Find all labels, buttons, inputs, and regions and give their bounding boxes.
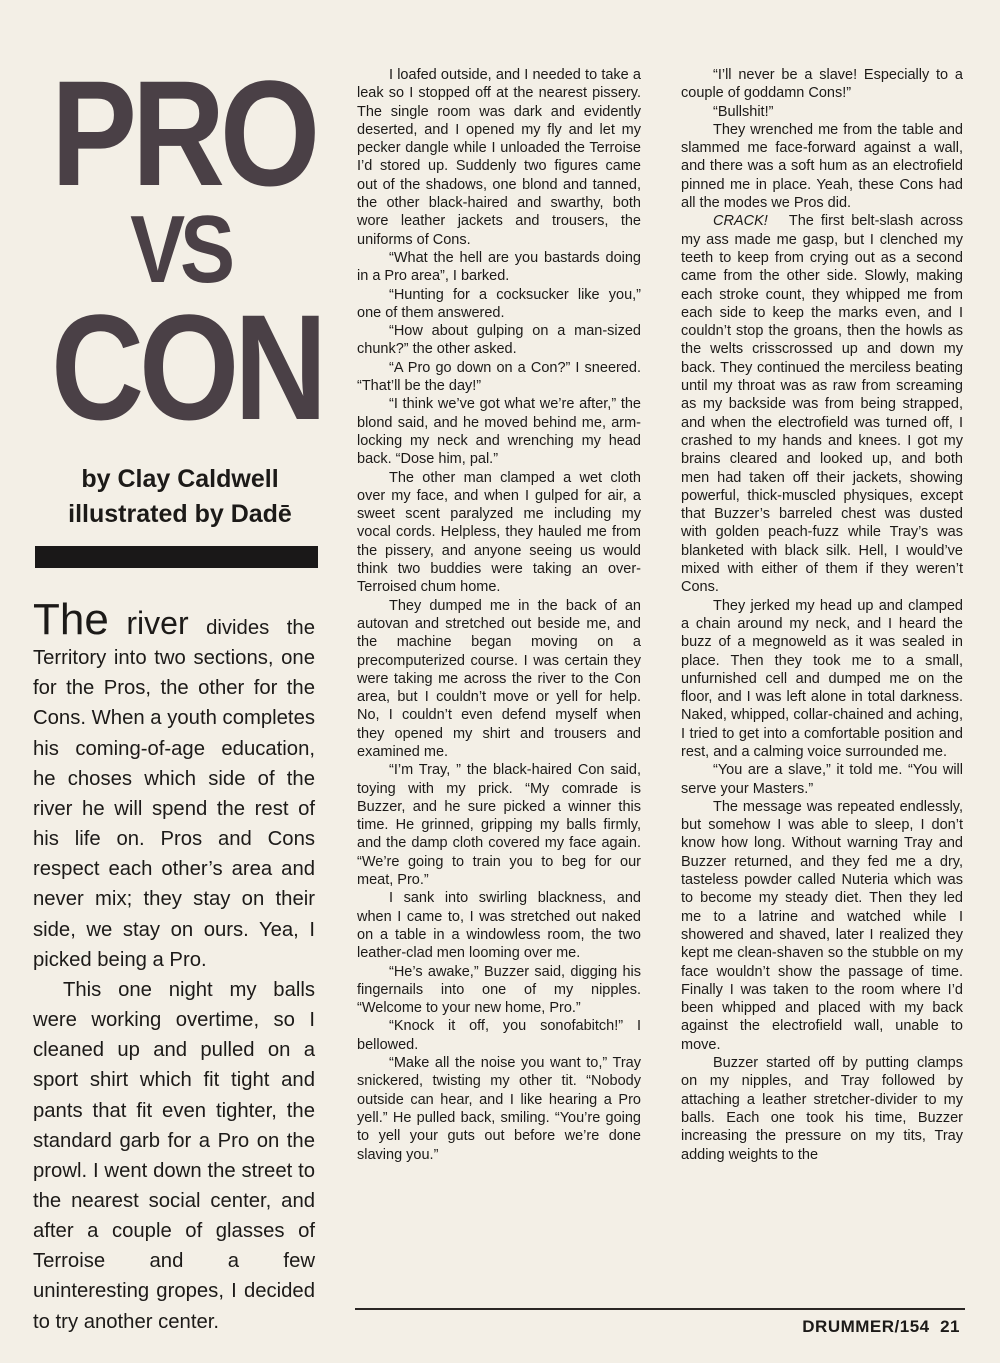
body-paragraph: They dumped me in the back of an autovan and stretched out beside me, and the machine began moving on a precomputerized course. I was certain they were taking me across the river to the Con area, but I couldn’t move or yell for help. No, I couldn’t even defend myself when they opened my shirt and trousers and examined me. xyxy=(357,597,641,760)
page-number: 21 xyxy=(940,1317,960,1336)
body-paragraph: The message was repeated endlessly, but somehow I was able to sleep, I don’t know how long. Without warning Tray and Buzzer returned, and they fed me a dry, tasteless powder called Nuteria which was to become my steady diet. Then they led me to a latrine and watched while I showered and shaved, later I realized they kept me clean-shaven so the stubble on my face wouldn’t show the passage of time. Finally I was taken to the room where I’d been whipped and placed with my back against the electrofield wall, unable to move. xyxy=(681,798,963,1053)
byline xyxy=(30,462,330,532)
lead-paragraph xyxy=(33,595,315,975)
body-paragraph: “Knock it off, you sonofabitch!” I bellowed. xyxy=(357,1018,641,1053)
body-paragraph: “You are a slave,” it told me. “You will serve your Masters.” xyxy=(681,762,963,797)
lead-text: divides the Territory into two sections, one for the Pros, the other for the Cons. When a youth completes his coming-of-age education, he choses which side of the river he will spend the rest of his life on. Pros and Cons respect each other’s area and never mix; they stay on their side, we stay on ours. Yea, I picked being a Pro. xyxy=(33,617,315,971)
column-2 xyxy=(357,66,641,1164)
body-paragraph: Buzzer started off by putting clamps on my nipples, and Tray followed by attaching a leather stretcher-divider to my balls. Each one took his time, Buzzer increasing the pressure on my tits, Tray adding weights to the xyxy=(681,1055,963,1163)
body-paragraph: “I think we’ve got what we’re after,” the blond said, and he moved behind me, arm-locking my neck and wrenching my head back. “Dose him, pal.” xyxy=(357,396,641,468)
body-paragraph: They wrenched me from the table and slammed me face-forward against a wall, and there was a soft hum as an electrofield pinned me in place. Yeah, these Cons had all the modes we Pros did. xyxy=(681,121,963,212)
body-paragraph: “Bullshit!” xyxy=(713,103,774,120)
illustrator-credit: illustrated by Dadē xyxy=(68,500,292,528)
sound-effect-crack: CRACK! xyxy=(713,213,768,230)
page-footer xyxy=(802,1317,960,1337)
body-paragraph: “How about gulping on a man-sized chunk?” the other asked. xyxy=(357,323,641,358)
author-credit: by Clay Caldwell xyxy=(81,465,279,493)
body-paragraph: I loafed outside, and I needed to take a leak so I stopped off at the nearest pissery. The single room was dark and evidently deserted, and I opened my fly and let my pecker dangle while I unloaded the Terroise I’d stored up. Suddenly two figures came out of the shadows, one blond and tanned, the other black-haired and swarthy, both wore leather jackets and trousers, the uniforms of Cons. xyxy=(357,67,641,248)
body-paragraph: “He’s awake,” Buzzer said, digging his fingernails into one of my nipples. “Welcome to your new home, Pro.” xyxy=(357,963,641,1017)
body-paragraph: The other man clamped a wet cloth over my face, and when I gulped for air, a sweet scent paralyzed me including my vocal cords. Helpless, they hauled me from the pissery, and anyone seeing us would think two buddies were taking an over-Terroised chum home. xyxy=(357,469,641,596)
body-paragraph: “Hunting for a cocksucker like you,” one of them answered. xyxy=(357,286,641,321)
column-3 xyxy=(681,66,963,1164)
title-line-vs: VS xyxy=(130,196,230,303)
body-paragraph: “A Pro go down on a Con?” I sneered. “That’ll be the day!” xyxy=(357,359,641,395)
body-paragraph: “Make all the noise you want to,” Tray snickered, twisting my other tit. “Nobody outside can hear, and I like hearing a Pro yell.” He pulled back, smiling. “You’re going to yell your guts out before we’re done slaving you.” xyxy=(357,1055,641,1163)
article-title xyxy=(51,49,323,451)
body-paragraph: They jerked my head up and clamped a chain around my neck, and I heard the buzz of a megnoweld as it was sealed in place. Then they took me to a small, unfurnished cell and dumped me on the floor, and I was left alone in total darkness. Naked, whipped, collar-chained and aching, I tried to get into a comfortable position and rest, and a calming voice surrounded me. xyxy=(681,597,963,760)
title-line-con: CON xyxy=(51,283,323,451)
body-paragraph: “I’m Tray, ” the black-haired Con said, toying with my prick. “My comrade is Buzzer, and he sure picked a winner this time. He grinned, gripping my balls firmly, and the damp cloth covered my face again. “We’re going to train you to beg for our meat, Pro.” xyxy=(357,762,641,889)
body-paragraph: I sank into swirling blackness, and when I came to, I was stretched out naked on a table in a windowless room, the two leather-clad men looming over me. xyxy=(357,890,641,962)
title-line-pro: PRO xyxy=(51,49,316,217)
lead-word-the: The xyxy=(33,595,109,644)
lead-word-river: river xyxy=(126,605,189,641)
body-paragraph: “I’ll never be a slave! Especially to a couple of goddamn Cons!” xyxy=(681,67,963,102)
body-paragraph: This one night my balls were working overtime, so I cleaned up and pulled on a sport shirt which fit tight and pants that fit even tighter, the standard garb for a Pro on the prowl. I went down the street to the nearest social center, and after a couple of glasses of Terroise and a few uninteresting gropes, I decided to try another center. xyxy=(33,978,315,1333)
decorative-bar xyxy=(35,546,318,568)
body-paragraph: “What the hell are you bastards doing in a Pro area”, I barked. xyxy=(357,249,641,285)
column-1 xyxy=(33,595,315,1337)
footer-rule xyxy=(355,1308,965,1310)
body-paragraph: CRACK! The first belt-slash across my ass made me gasp, but I clenched my teeth to keep from crying out as a second came from the other side. Slowly, making each stroke count, they whipped me from each side to keep the marks even, and I couldn’t stop the groans, then the howls as the welts crisscrossed up and down my back. They continued the merciless beating until my throat was as raw from screaming as my backside was from being strapped, and when the electrofield was turned off, I crashed to my hands and knees. I got my brains cleared and looked up, and both men had taken off their jackets, showing powerful, thick-muscled physiques, except that Buzzer’s barreled chest was dusted with golden peach-fuzz while Tray’s was blanketed with black silk. Hell, I would’ve mixed with either of them if they weren’t Cons. xyxy=(681,213,963,596)
publication-name: DRUMMER/154 xyxy=(802,1317,930,1336)
